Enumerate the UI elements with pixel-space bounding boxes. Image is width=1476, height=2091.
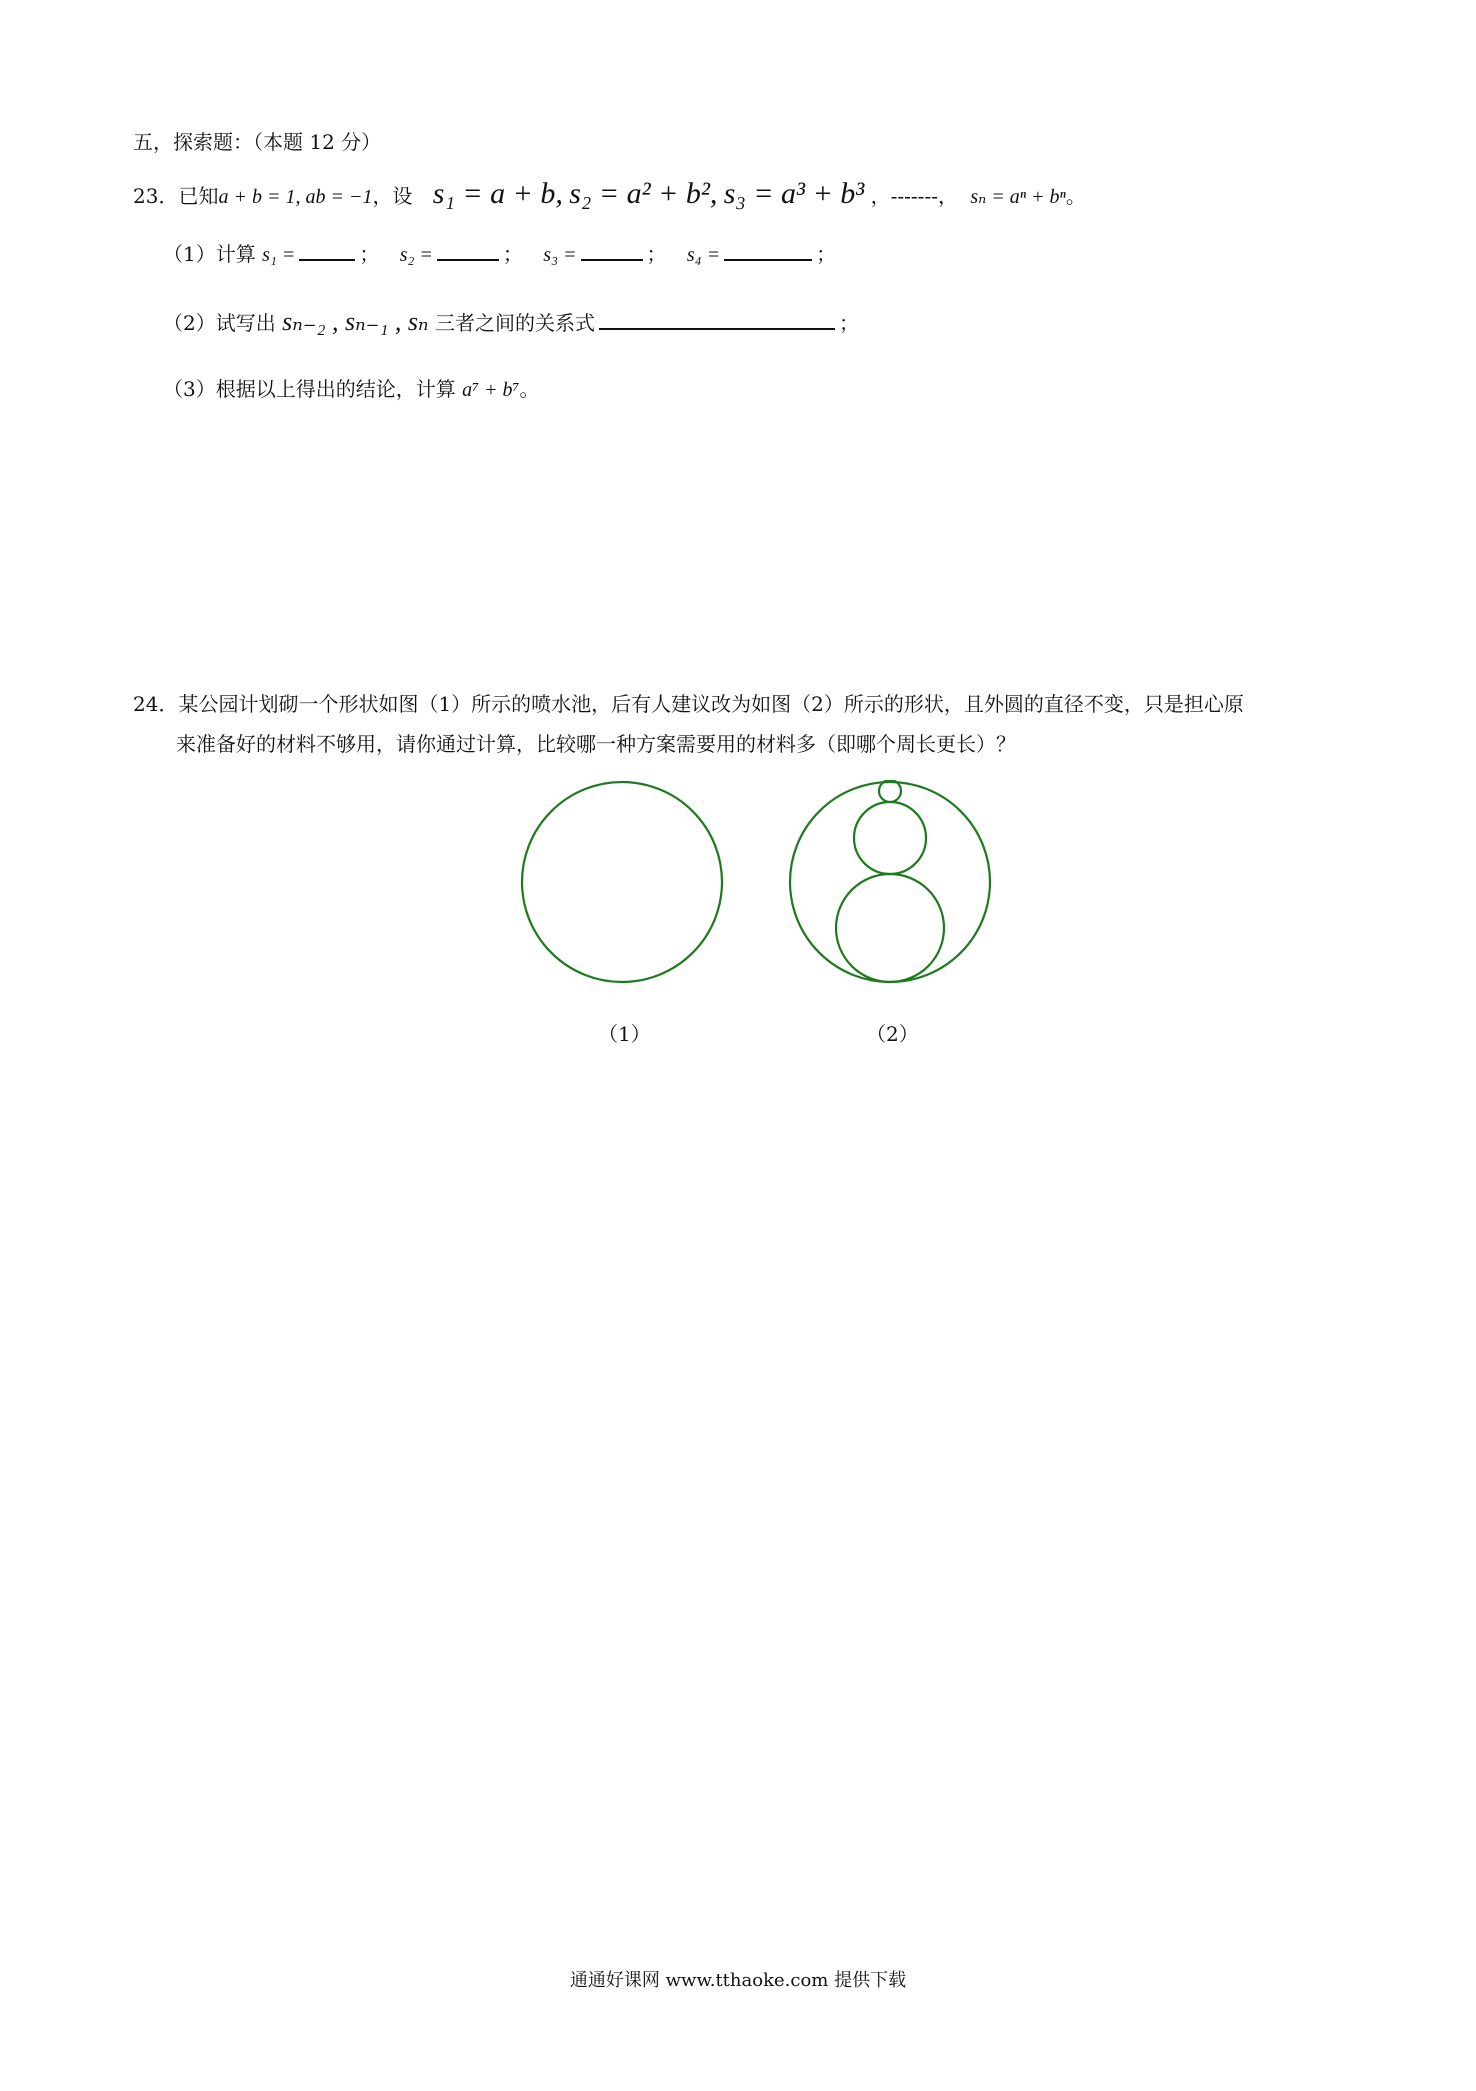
q23-part3 [163,375,540,404]
q23-statement [133,177,1086,211]
q23-part1 [163,240,836,269]
part1-s1: s₁ = [262,244,296,266]
part3-label: （3）根据以上得出的结论，计算 [163,377,456,401]
part3-expr: a⁷ + b⁷ [462,379,520,401]
q23-s1: s₁ = a + b, [432,177,563,210]
separator: ； [816,242,837,266]
answer-blank-s4[interactable] [724,241,812,261]
q23-part2 [163,308,859,337]
section-heading: 五，探索题：（本题 12 分） [133,130,382,154]
q23-set: ，设 [372,184,413,208]
part2-terms: sₙ₋₂ , sₙ₋₁ , sₙ [282,307,429,336]
q23-number: 23． [133,184,179,208]
figure1-label: （1） [598,1022,651,1046]
answer-blank-s1[interactable] [299,241,355,261]
part2-text: 三者之间的关系式 [434,311,595,335]
separator: ； [646,242,667,266]
answer-blank-s3[interactable] [581,241,643,261]
figure1-outer-circle [522,782,722,982]
q24-text-line1: 某公园计划砌一个形状如图（1）所示的喷水池，后有人建议改为如图（2）所示的形状，且外圆的直径不变，只是担心原 [178,692,1244,716]
part1-s3: s₃ = [543,244,577,266]
part1-s2: s₂ = [399,244,433,266]
page-footer: 通通好课网 www.tthaoke.com 提供下载 [569,1970,907,1991]
q23-s2: s₂ = a² + b², [569,177,718,210]
fountain-figures [500,780,1020,1000]
answer-blank-s2[interactable] [437,241,499,261]
q24-number: 24． [133,692,179,716]
q23-prefix: 已知 [178,184,219,208]
figure2-label: （2） [866,1022,919,1046]
part1-label: （1）计算 [163,242,256,266]
figure2-large-inner-circle [836,874,944,982]
figure2-middle-inner-circle [854,802,926,874]
q23-given: a + b = 1, ab = −1 [218,186,373,208]
q23-dashes: ，-------， [870,184,958,208]
separator: ； [838,311,859,335]
answer-blank-relation[interactable] [599,310,835,330]
separator: ； [502,242,523,266]
q23-s3: s₃ = a³ + b³ [723,177,865,210]
figure2-outer-circle [790,782,990,982]
q23-end: 。 [1065,184,1086,208]
part3-end: 。 [519,377,540,401]
q24-text-line2: 来准备好的材料不够用，请你通过计算，比较哪一种方案需要用的材料多（即哪个周长更长）？ [176,732,1016,756]
part2-label: （2）试写出 [163,311,276,335]
part1-s4: s₄ = [686,244,721,266]
q23-sn: sₙ = aⁿ + bⁿ [970,186,1066,208]
q24-line1 [133,690,1244,718]
figure2-small-inner-circle [879,780,901,802]
separator: ； [359,242,380,266]
